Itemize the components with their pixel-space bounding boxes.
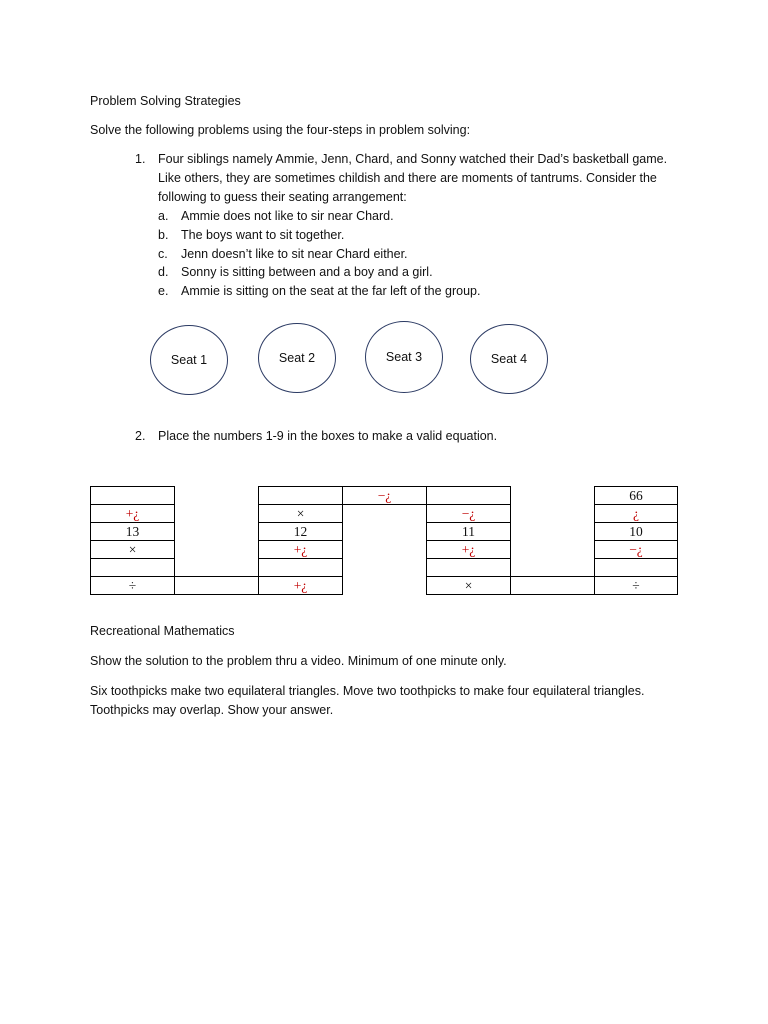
toothpick-problem-line: Toothpicks may overlap. Show your answer. (90, 703, 334, 717)
problem-1-line: Like others, they are sometimes childish and there are moments of tantrums. Consider the (158, 171, 657, 185)
grid-cell: ÷ (594, 576, 678, 595)
grid-cell (258, 558, 343, 577)
video-instruction: Show the solution to the problem thru a video. Minimum of one minute only. (90, 654, 507, 668)
clue-text: Ammie is sitting on the seat at the far left of the group. (181, 284, 481, 298)
grid-cell-top-connector: −¿ (342, 486, 427, 505)
grid-cell: 12 (258, 522, 343, 541)
seat-2-circle: Seat 2 (258, 323, 336, 393)
grid-cell: × (426, 576, 511, 595)
grid-cell: +¿ (258, 576, 343, 595)
grid-cell: 13 (90, 522, 175, 541)
problem-1-line: Four siblings namely Ammie, Jenn, Chard, and Sonny watched their Dad’s basketball game. (158, 152, 668, 166)
grid-cell: × (90, 540, 175, 559)
grid-cell: −¿ (426, 504, 511, 523)
problem-2-text: Place the numbers 1-9 in the boxes to make a valid equation. (158, 429, 498, 443)
seat-1-circle: Seat 1 (150, 325, 228, 395)
problem-1-line: following to guess their seating arrangement: (158, 190, 407, 204)
clue-text: The boys want to sit together. (181, 228, 345, 242)
instruction-text: Solve the following problems using the four-steps in problem solving: (90, 123, 471, 137)
toothpick-problem-line: Six toothpicks make two equilateral triangles. Move two toothpicks to make four equilateral triangles. (90, 684, 645, 698)
grid-cell: 11 (426, 522, 511, 541)
clue-text: Jenn doesn’t like to sit near Chard either. (181, 247, 408, 261)
seat-3-circle: Seat 3 (365, 321, 443, 393)
page-title: Problem Solving Strategies (90, 94, 241, 108)
clue-letter: c. (158, 247, 168, 261)
grid-cell (594, 558, 678, 577)
grid-cell: 10 (594, 522, 678, 541)
grid-cell: −¿ (594, 540, 678, 559)
grid-cell (90, 486, 175, 505)
seat-4-circle: Seat 4 (470, 324, 548, 394)
grid-cell (258, 486, 343, 505)
grid-cell: +¿ (426, 540, 511, 559)
clue-letter: e. (158, 284, 169, 298)
clue-text: Sonny is sitting between and a boy and a girl. (181, 265, 433, 279)
clue-text: Ammie does not like to sir near Chard. (181, 209, 394, 223)
grid-cell: ÷ (90, 576, 175, 595)
grid-cell: × (258, 504, 343, 523)
problem-2-number: 2. (135, 429, 146, 443)
grid-cell: +¿ (258, 540, 343, 559)
grid-cell: 66 (594, 486, 678, 505)
clue-letter: d. (158, 265, 169, 279)
problem-1-number: 1. (135, 152, 146, 166)
grid-cell: ¿ (594, 504, 678, 523)
grid-cell (426, 486, 511, 505)
grid-cell: +¿ (90, 504, 175, 523)
clue-letter: a. (158, 209, 169, 223)
grid-cell-connector (174, 576, 259, 595)
section-heading: Recreational Mathematics (90, 624, 235, 638)
grid-cell (426, 558, 511, 577)
grid-cell (90, 558, 175, 577)
clue-letter: b. (158, 228, 169, 242)
grid-cell-connector (510, 576, 595, 595)
